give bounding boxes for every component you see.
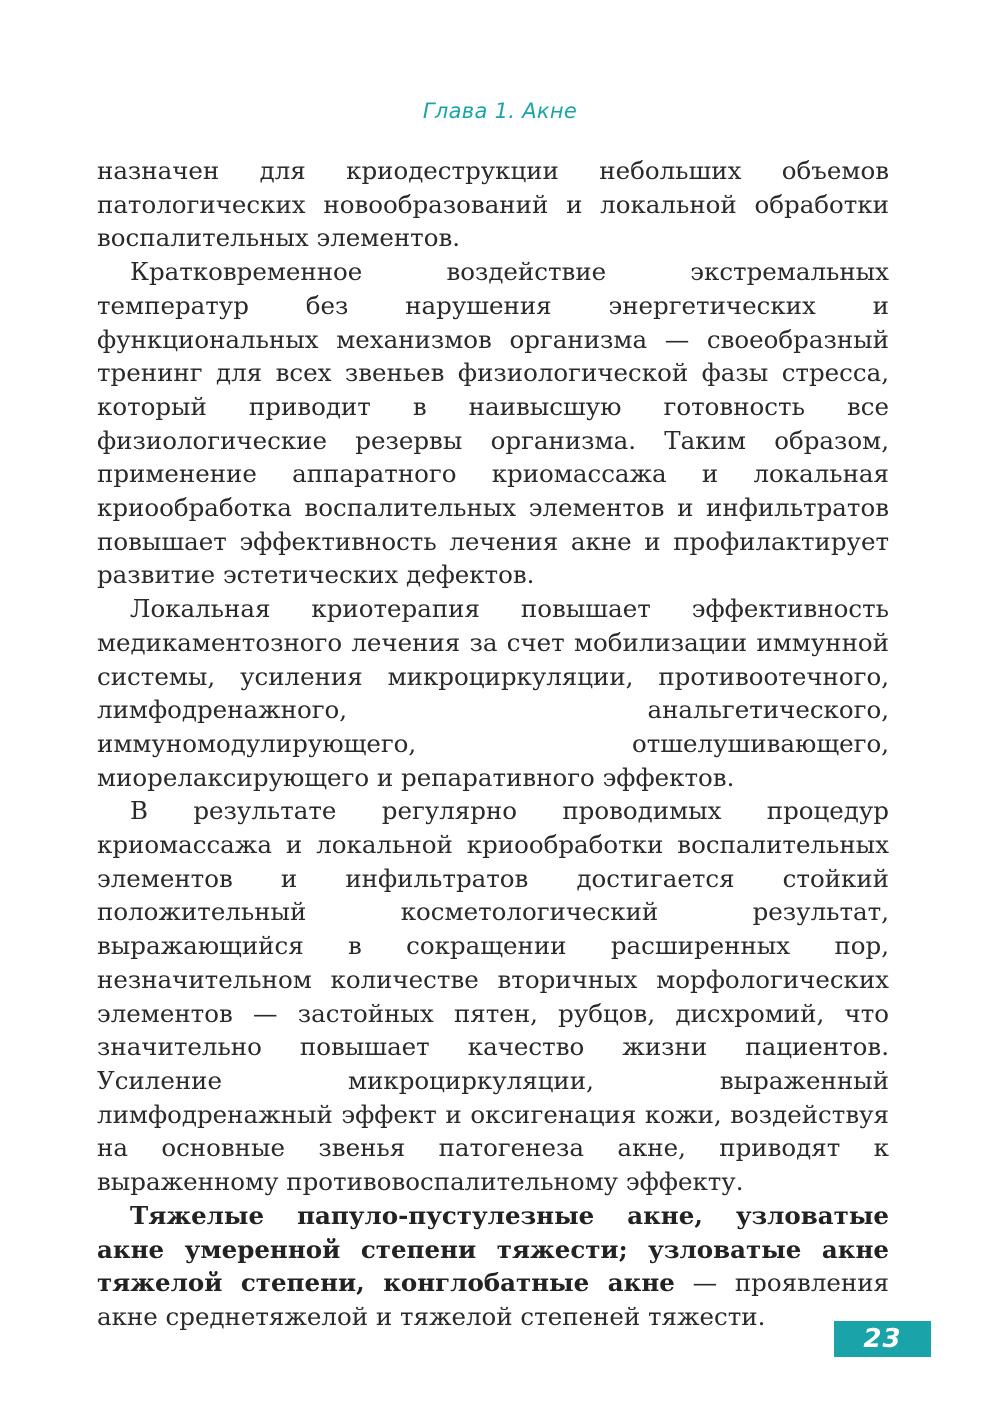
running-head-title: Глава 1. Акне xyxy=(422,99,578,123)
paragraph-final-text: — проявления акне среднетяжелой и тяжелой степеней тяжести. xyxy=(97,1268,890,1331)
paragraph: В результате регулярно проводимых процедур криомассажа и локальной криообработки воспалительных элементов и инфильтратов достигается стойкий положительный косметологический результат, выражающийся в сокращении расширенных пор, незначительном количестве вторичных морфологических элементов — застойных пятен, рубцов, дисхромий, что значительно повышает качество жизни пациентов. Усиление микроциркуляции, выраженный лимфодренажный эффект и оксигенация кожи, воздействуя на основные звенья патогенеза акне, приводят к выраженному противовоспалительному эффекту. xyxy=(97,796,889,1197)
page-number-badge xyxy=(834,1321,931,1357)
paragraph-final xyxy=(97,1199,889,1334)
body-text xyxy=(97,154,889,1334)
paragraph: Локальная криотерапия повышает эффективность медикаментозного лечения за счет мобилизации иммунной системы, усиления микроциркуляции, противоотечного, лимфодренажного, анальгетического, иммуномодулирующего, отшелушивающего, миорелаксирующего и репаративного эффектов. xyxy=(97,594,889,792)
page-number: 23 xyxy=(863,1324,902,1354)
paragraph: Кратковременное воздействие экстремальных температур без нарушения энергетических и функциональных механизмов организма — своеобразный тренинг для всех звеньев физиологической фазы стресса, который приводит в наивысшую готовность все физиологические резервы организма. Таким образом, применение аппаратного криомассажа и локальная криообработка воспалительных элементов и инфильтратов повышает эффективность лечения акне и профилактирует развитие эстетических дефектов. xyxy=(97,257,889,590)
bold-term-list: Тяжелые папуло-пустулезные акне, узловатые акне умеренной степени тяжести; узловатые акне тяжелой степени, конглобатные акне xyxy=(97,1200,889,1298)
paragraph-continued: назначен для криодеструкции небольших объемов патологических новообразований и локальной обработки воспалительных элементов. xyxy=(97,156,889,253)
